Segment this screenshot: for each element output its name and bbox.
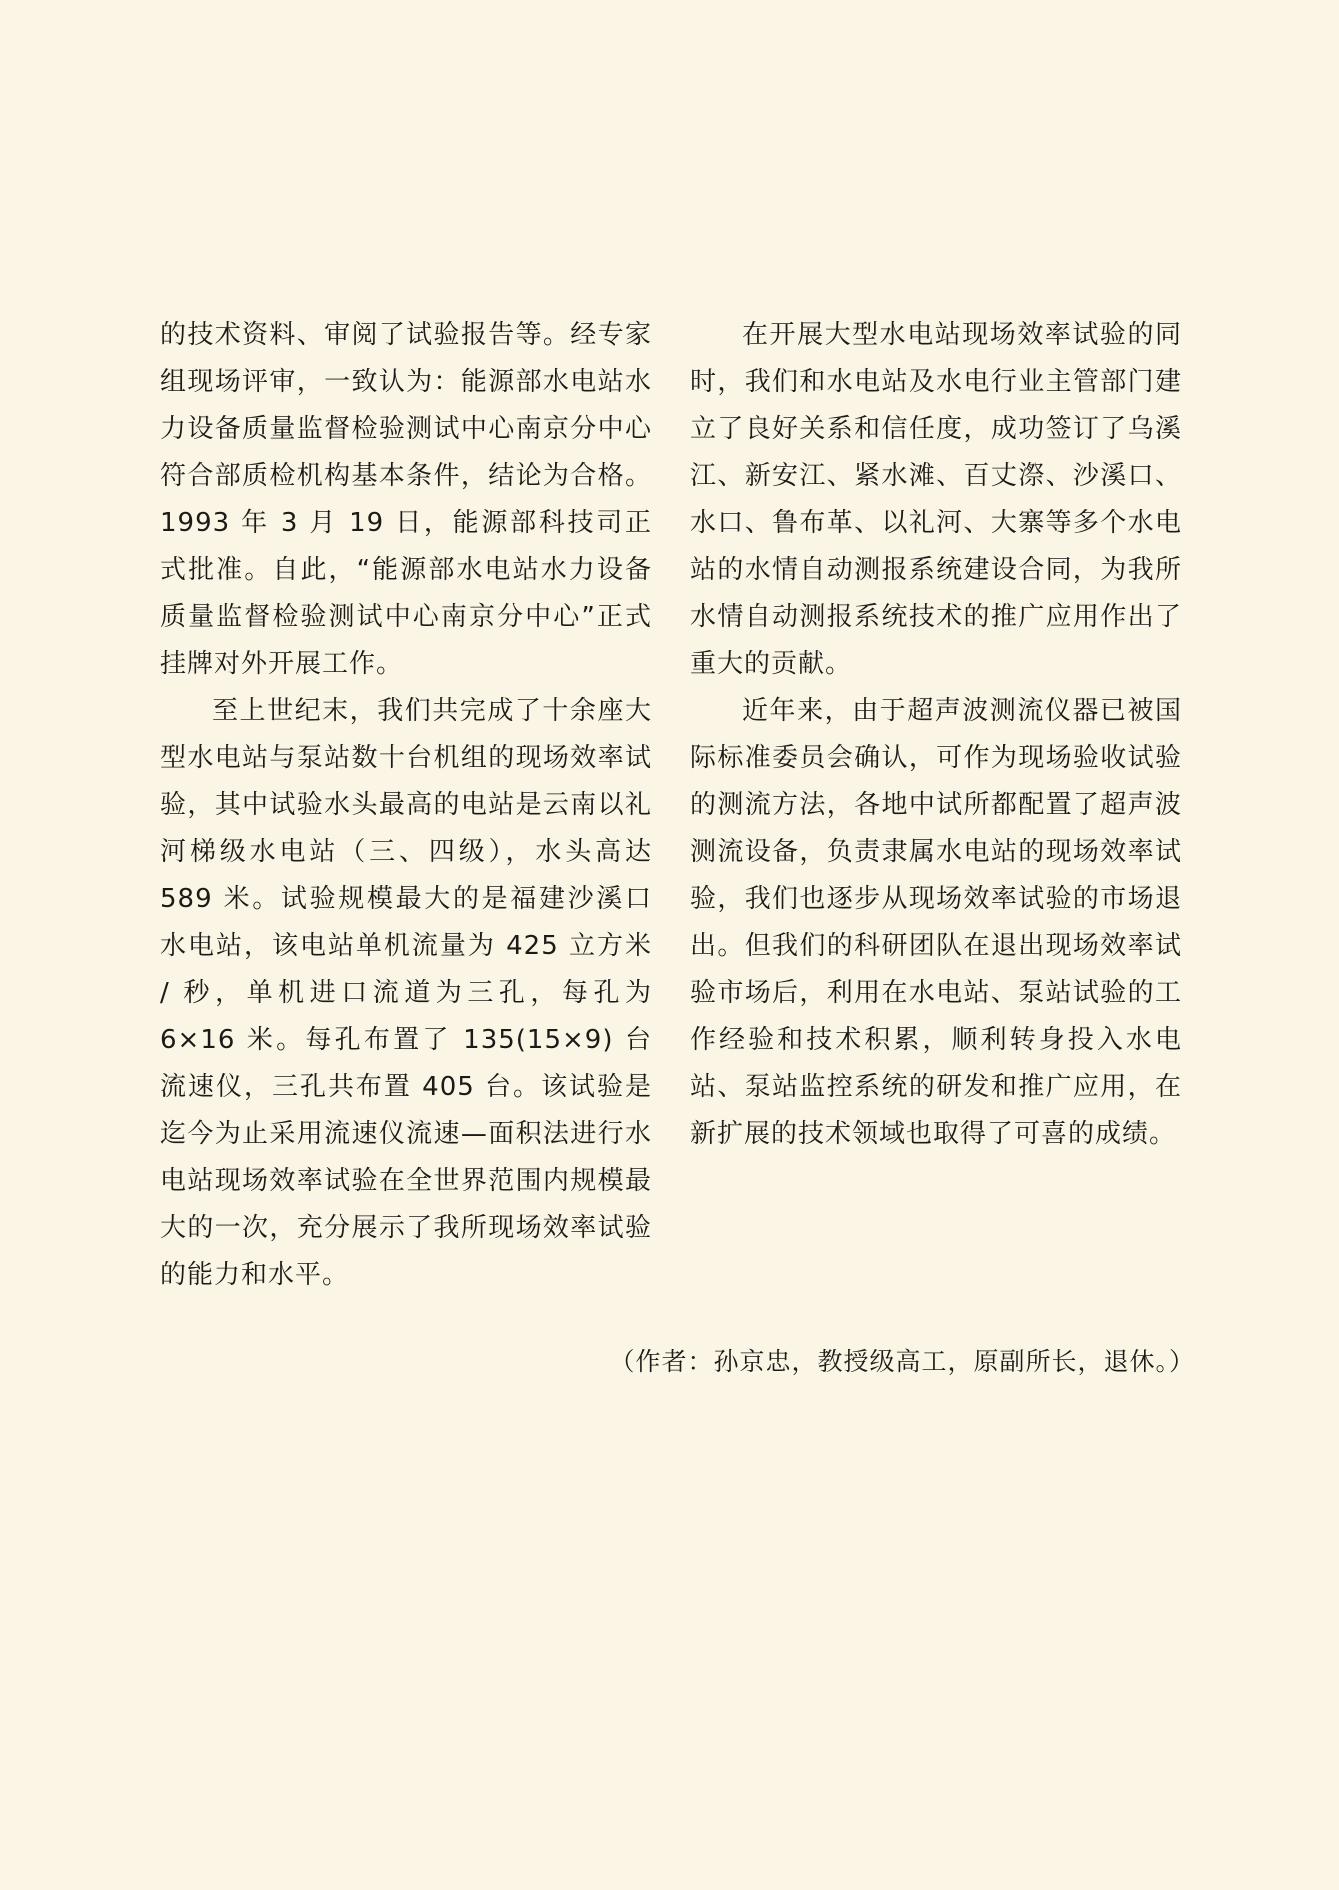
left-text-column [160, 312, 652, 1299]
right-paragraph-2: 近年来，由于超声波测流仪器已被国际标准委员会确认，可作为现场验收试验的测流方法，各地中试所都配置了超声波测流设备，负责隶属水电站的现场效率试验，我们也逐步从现场效率试验的市场退出。但我们的科研团队在退出现场效率试验市场后，利用在水电站、泵站试验的工作经验和技术积累，顺利转身投入水电站、泵站监控系统的研发和推广应用，在新扩展的技术领域也取得了可喜的成绩。 [690, 696, 1182, 1149]
left-paragraph-2: 至上世纪末，我们共完成了十余座大型水电站与泵站数十台机组的现场效率试验，其中试验水头最高的电站是云南以礼河梯级水电站（三、四级），水头高达 589 米。试验规模最大的是福建沙溪口水电站，该电站单机流量为 425 立方米 / 秒，单机进口流道为三孔，每孔为 6×16 米。每孔布置了 135(15×9) 台流速仪，三孔共布置 405 台。该试验是迄今为止采用流速仪流速—面积法进行水电站现场效率试验在全世界范围内规模最大的一次，充分展示了我所现场效率试验的能力和水平。 [160, 696, 652, 1290]
left-paragraph-1: 的技术资料、审阅了试验报告等。经专家组现场评审，一致认为：能源部水电站水力设备质量监督检验测试中心南京分中心符合部质检机构基本条件，结论为合格。1993 年 3 月 19 日，能源部科技司正式批准。自此，“能源部水电站水力设备质量监督检验测试中心南京分中心”正式挂牌对外开展工作。 [160, 320, 652, 679]
author-byline: （作者：孙京忠，教授级高工，原副所长，退休。） [609, 1347, 1195, 1376]
right-paragraph-1: 在开展大型水电站现场效率试验的同时，我们和水电站及水电行业主管部门建立了良好关系和信任度，成功签订了乌溪江、新安江、紧水滩、百丈漈、沙溪口、水口、鲁布革、以礼河、大寨等多个水电站的水情自动测报系统建设合同，为我所水情自动测报系统技术的推广应用作出了重大的贡献。 [690, 320, 1182, 679]
right-text-column [690, 312, 1182, 1158]
